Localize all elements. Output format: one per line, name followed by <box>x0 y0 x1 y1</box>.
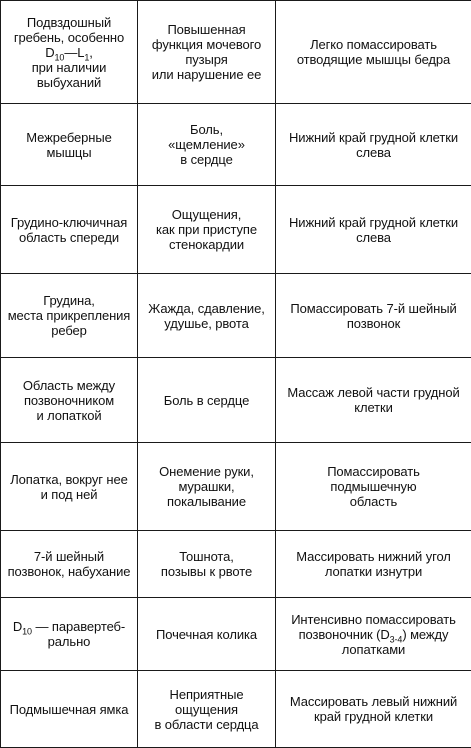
cell-line: Область между <box>7 378 131 393</box>
cell-line: Помассировать <box>282 464 465 479</box>
cell-line: позвонок, набухание <box>7 564 131 579</box>
cell-line: функция мочевого <box>144 37 269 52</box>
action-cell <box>276 358 471 443</box>
segment-label: $D_{10}$ — паравертеб- <box>7 619 131 634</box>
cell-line: ребер <box>7 323 131 338</box>
cell-line: отводящие мышцы бедра <box>282 52 465 67</box>
symptom-cell <box>138 1 276 104</box>
table-row <box>1 358 471 443</box>
zone-cell <box>1 671 138 748</box>
cell-line: в области сердца <box>144 717 269 732</box>
cell-line: Межреберные <box>7 130 131 145</box>
table-row <box>1 186 471 274</box>
action-cell <box>276 598 471 671</box>
segment-range-label: позвоночник $(D_{3-4})$ между <box>282 627 465 642</box>
table-row <box>1 274 471 358</box>
cell-line: область спереди <box>7 230 131 245</box>
cell-line: мышцы <box>7 145 131 160</box>
cell-line: пузыря <box>144 52 269 67</box>
cell-line: стенокардии <box>144 237 269 252</box>
cell-line: мурашки, <box>144 479 269 494</box>
cell-line: Подмышечная ямка <box>7 702 131 717</box>
table-body <box>1 1 471 748</box>
cell-line: или нарушение ее <box>144 67 269 82</box>
cell-line: Массировать левый нижний <box>282 694 465 709</box>
table-row <box>1 531 471 598</box>
action-cell <box>276 104 471 186</box>
action-cell <box>276 443 471 531</box>
cell-line: край грудной клетки <box>282 709 465 724</box>
cell-line: Помассировать 7-й шейный <box>282 301 465 316</box>
cell-line: позывы к рвоте <box>144 564 269 579</box>
table-row <box>1 1 471 104</box>
cell-line: Тошнота, <box>144 549 269 564</box>
zone-cell <box>1 274 138 358</box>
cell-line: как при приступе <box>144 222 269 237</box>
cell-line: область <box>282 494 465 509</box>
table-row <box>1 671 471 748</box>
action-cell <box>276 274 471 358</box>
cell-line: Грудина, <box>7 293 131 308</box>
cell-line: Почечная колика <box>144 627 269 642</box>
cell-line: Неприятные <box>144 687 269 702</box>
cell-line: гребень, особенно <box>7 30 131 45</box>
action-cell <box>276 531 471 598</box>
cell-line: и под ней <box>7 487 131 502</box>
cell-line: Боль, <box>144 122 269 137</box>
cell-line: Грудино-ключичная <box>7 215 131 230</box>
zone-cell <box>1 104 138 186</box>
cell-line: Жажда, сдавление, <box>144 301 269 316</box>
cell-line: места прикрепления <box>7 308 131 323</box>
symptom-cell <box>138 358 276 443</box>
zone-cell <box>1 531 138 598</box>
cell-line: лопатками <box>282 642 465 657</box>
symptom-cell <box>138 186 276 274</box>
cell-line: в сердце <box>144 152 269 167</box>
cell-line: Ощущения, <box>144 207 269 222</box>
symptom-cell <box>138 443 276 531</box>
cell-line: и лопаткой <box>7 408 131 423</box>
cell-line: клетки <box>282 400 465 415</box>
cell-line: Онемение руки, <box>144 464 269 479</box>
cell-line: Подвздошный <box>7 15 131 30</box>
cell-line: Нижний край грудной клетки <box>282 215 465 230</box>
segment-range-label: $D_{10}—L_1$, <box>7 45 131 60</box>
cell-line: при наличии <box>7 60 131 75</box>
cell-line: Интенсивно помассировать <box>282 612 465 627</box>
cell-line: Массаж левой части грудной <box>282 385 465 400</box>
cell-line: позвоночником <box>7 393 131 408</box>
symptom-cell <box>138 274 276 358</box>
action-cell <box>276 1 471 104</box>
cell-line: слева <box>282 145 465 160</box>
cell-line: 7-й шейный <box>7 549 131 564</box>
cell-line: Легко помассировать <box>282 37 465 52</box>
action-cell <box>276 186 471 274</box>
cell-line: покалывание <box>144 494 269 509</box>
zone-cell <box>1 358 138 443</box>
table-row <box>1 443 471 531</box>
cell-line: Массировать нижний угол <box>282 549 465 564</box>
cell-line: Повышенная <box>144 22 269 37</box>
cell-line: Нижний край грудной клетки <box>282 130 465 145</box>
table-row <box>1 598 471 671</box>
symptom-cell <box>138 531 276 598</box>
cell-line: ощущения <box>144 702 269 717</box>
zone-cell <box>1 186 138 274</box>
cell-line: слева <box>282 230 465 245</box>
zone-cell <box>1 598 138 671</box>
table-row <box>1 104 471 186</box>
cell-line: подмышечную <box>282 479 465 494</box>
zone-cell <box>1 443 138 531</box>
symptom-cell <box>138 598 276 671</box>
symptom-cell <box>138 104 276 186</box>
cell-line: «щемление» <box>144 137 269 152</box>
cell-line: Лопатка, вокруг нее <box>7 472 131 487</box>
cell-line: лопатки изнутри <box>282 564 465 579</box>
cell-line: выбуханий <box>7 75 131 90</box>
symptom-cell <box>138 671 276 748</box>
cell-line: Боль в сердце <box>144 393 269 408</box>
zone-cell <box>1 1 138 104</box>
cell-line: позвонок <box>282 316 465 331</box>
cell-line: рально <box>7 634 131 649</box>
cell-line: удушье, рвота <box>144 316 269 331</box>
action-cell <box>276 671 471 748</box>
